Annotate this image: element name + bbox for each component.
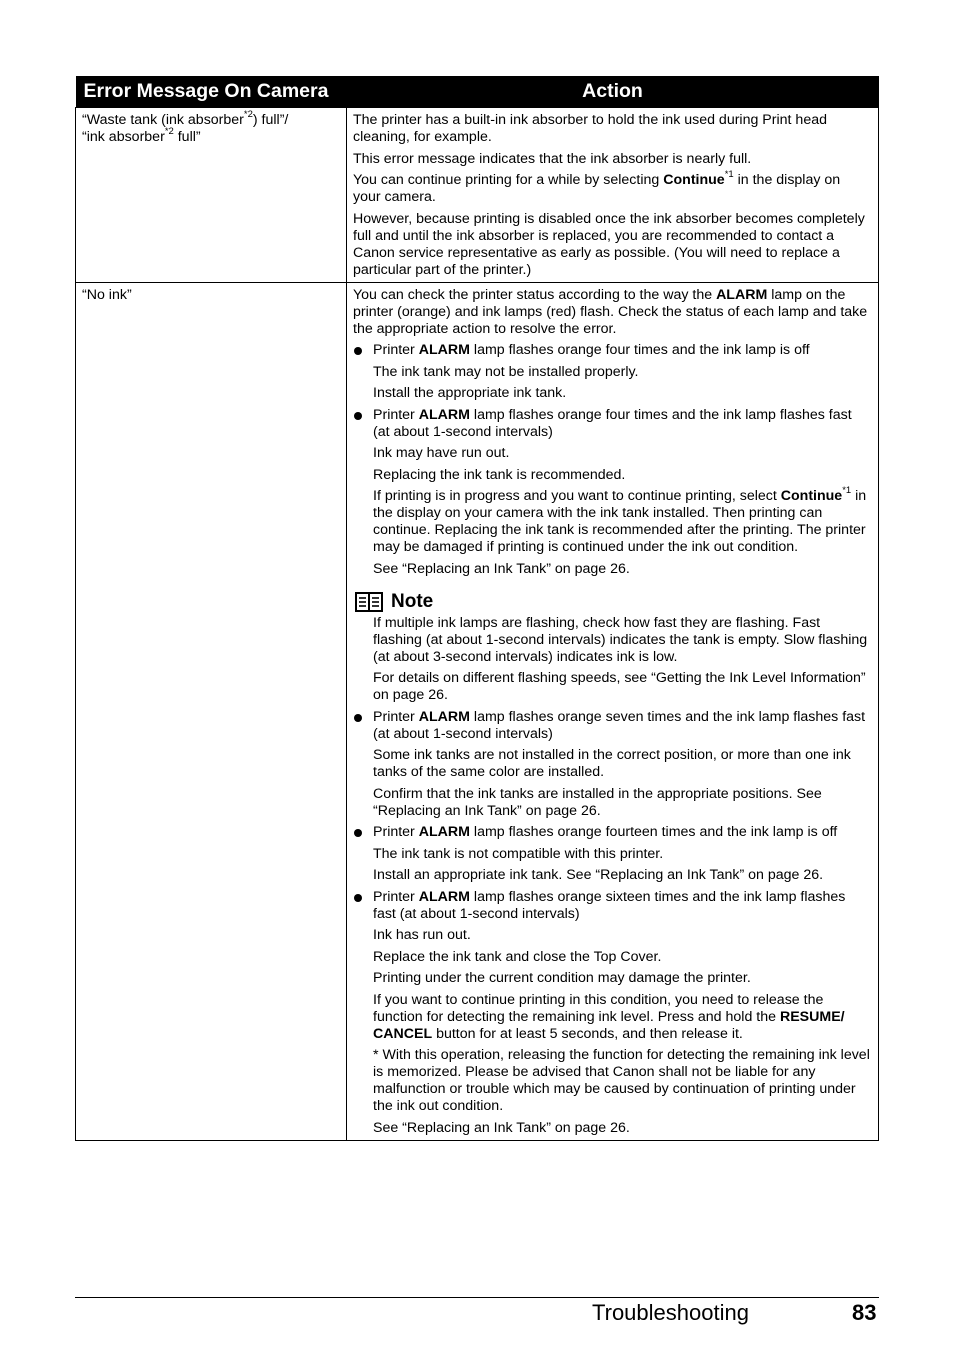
header-error-message: Error Message On Camera xyxy=(76,76,347,108)
table-header-row xyxy=(76,76,879,108)
bullet-detail: Confirm that the ink tanks are installed in the appropriate positions. See “Replacing an Ink Tank” on page 26. xyxy=(373,785,822,819)
bullet-detail: Replace the ink tank and close the Top Cover. xyxy=(373,948,662,965)
header-action: Action xyxy=(347,76,879,108)
bullet-item: Printer ALARM lamp flashes orange four times and the ink lamp is off xyxy=(353,342,871,359)
footer-section-title: Troubleshooting xyxy=(592,1300,749,1325)
error-message-cell xyxy=(76,108,347,283)
bullet-detail: See “Replacing an Ink Tank” on page 26. xyxy=(373,560,630,577)
bullet-detail: The ink tank may not be installed properly. xyxy=(373,363,639,380)
action-paragraph: The printer has a built-in ink absorber to hold the ink used during Print head cleaning, for example. xyxy=(353,112,827,145)
note-title: Note xyxy=(391,591,434,612)
note-paragraph: If multiple ink lamps are flashing, check how fast they are flashing. Fast flashing (at about 1-second intervals) indicates the tank is empty. Slow flashing (at about 3-second intervals) indicates ink is low. xyxy=(373,614,868,665)
footer-page-number: 83 xyxy=(852,1300,877,1325)
action-paragraph: This error message indicates that the ink absorber is nearly full. xyxy=(353,150,752,167)
error-message-waste-tank: “Waste tank (ink absorber$^{*2}$) full”/ “ink absorber$^{*2}$ full” xyxy=(82,109,289,145)
note-heading xyxy=(355,592,871,612)
bullet-detail: If printing is in progress and you want to continue printing, select Continue$^{*1}$ in the display on your camera with the ink tank installed. Then printing can continue. Replacing the ink tank is recommended after the printing. The printer may be damaged if printing is continued under the ink out condition. xyxy=(373,485,867,555)
action-cell xyxy=(347,108,879,283)
bullet-detail: Replacing the ink tank is recommended. xyxy=(373,466,626,483)
error-table xyxy=(75,76,879,1141)
bullet-dot-icon xyxy=(354,829,362,837)
bullet-detail: Some ink tanks are not installed in the correct position, or more than one ink tanks of the same color are installed. xyxy=(373,747,851,780)
bullet-dot-icon xyxy=(354,347,362,355)
bullet-detail: The ink tank is not compatible with this printer. xyxy=(373,845,664,862)
error-message-cell xyxy=(76,282,347,1140)
action-paragraph: You can continue printing for a while by selecting Continue$^{*1}$ in the display on your camera. xyxy=(353,169,841,205)
bullet-detail: Ink may have run out. xyxy=(373,445,510,461)
bullet-item: Printer ALARM lamp flashes orange seven times and the ink lamp flashes fast (at about 1-second intervals) xyxy=(353,709,871,743)
bullet-detail: * With this operation, releasing the function for detecting the remaining ink level is memorized. Please be advised that Canon shall not be liable for any malfunction or trouble which may be caused by continuation of printing under the ink out condition. xyxy=(373,1047,870,1114)
table-row xyxy=(76,282,879,1140)
footer-rule xyxy=(75,1297,879,1298)
bullet-detail: Ink has run out. xyxy=(373,927,471,943)
bullet-detail: See “Replacing an Ink Tank” on page 26. xyxy=(373,1119,630,1136)
action-paragraph: You can check the printer status according to the way the ALARM lamp on the printer (orange) and ink lamps (red) flash. Check the status of each lamp and take the appropriate action to resolve the error. xyxy=(353,286,868,337)
bullet-item: Printer ALARM lamp flashes orange fourteen times and the ink lamp is off xyxy=(353,824,871,841)
bullet-detail: If you want to continue printing in this condition, you need to release the function for detecting the remaining ink level. Press and hold the RESUME/ CANCEL button for at least 5 seconds, and then release it. xyxy=(373,991,845,1042)
bullet-item: Printer ALARM lamp flashes orange four times and the ink lamp flashes fast (at about 1-second intervals) xyxy=(353,407,871,441)
bullet-dot-icon xyxy=(354,412,362,420)
error-message-no-ink: “No ink” xyxy=(82,286,132,303)
table-row xyxy=(76,108,879,283)
bullet-detail: Install the appropriate ink tank. xyxy=(373,385,567,401)
bullet-detail: Printing under the current condition may damage the printer. xyxy=(373,970,751,986)
bullet-detail: Install an appropriate ink tank. See “Replacing an Ink Tank” on page 26. xyxy=(373,867,824,883)
bullet-dot-icon xyxy=(354,714,362,722)
bullet-dot-icon xyxy=(354,894,362,902)
bullet-item: Printer ALARM lamp flashes orange sixteen times and the ink lamp flashes fast (at about 1-second intervals) xyxy=(353,889,871,923)
book-icon xyxy=(355,592,383,612)
note-paragraph: For details on different flashing speeds, see “Getting the Ink Level Information” on page 26. xyxy=(373,670,866,703)
action-paragraph: However, because printing is disabled once the ink absorber becomes completely full and until the ink absorber is replaced, you are recommended to contact a Canon service representative as early as possible. (You will need to replace a particular part of the printer.) xyxy=(353,210,865,278)
action-cell xyxy=(347,282,879,1140)
